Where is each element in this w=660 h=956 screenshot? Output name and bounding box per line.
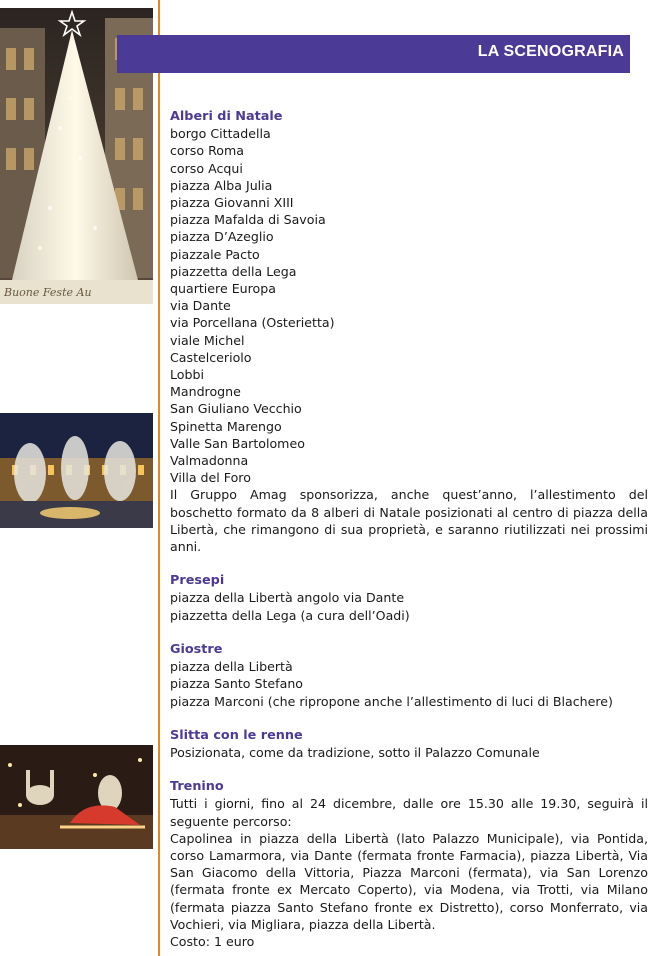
list-item: Posizionata, come da tradizione, sotto il Palazzo Comunale [170,744,540,760]
list-item: piazza della Libertà [170,659,293,675]
list-item: viale Michel [170,332,245,348]
sponsor-paragraph: Il Gruppo Amag sponsorizza, anche quest’anno, l’allestimento del boschetto formato da 8 alberi di Natale posizionati al centro di piazza della Libertà, che rimangono di sua proprietà, e saranno riutilizzati nei prossimi anni. [170,487,648,555]
spacer [170,761,648,778]
list-item: piazza D’Azeglio [170,229,274,245]
list-item: Lobbi [170,367,204,383]
price-line: Costo: 1 euro [170,933,255,949]
piazza-trees-photo [0,413,153,528]
list-item: San Giuliano Vecchio [170,401,302,417]
list-item: piazza Marconi (che ripropone anche l’allestimento di luci di Blachere) [170,693,613,709]
list-item: corso Acqui [170,160,243,176]
list-item: Castelceriolo [170,349,252,365]
list-item: corso Roma [170,143,244,159]
list-item: borgo Cittadella [170,126,271,142]
tree-banner-caption: Buone Feste Au [4,286,92,299]
list-item: piazzetta della Lega [170,263,297,279]
main-content [170,108,648,950]
section-banner [117,35,630,73]
route-paragraph: Capolinea in piazza della Libertà (lato Palazzo Municipale), via Pontida, corso Lamarmora, via Dante (fermata fronte Farmacia), piazza Libertà, Via San Giacomo della Vittoria, Piazza Marconi (fermata), via San Lorenzo (fermata fronte ex Mercato Coperto), via Modena, via Trotti, via Milano (fermata piazza Santo Stefano fronte ex Distretto), corso Monferrato, via Vochieri, via Migliara, piazza della Libertà. [170,830,648,932]
list-item: Villa del Foro [170,470,251,486]
list-item: piazza Santo Stefano [170,676,304,692]
section-title: Trenino [170,779,224,795]
section-title: Alberi di Natale [170,109,283,124]
list-item: Mandrogne [170,384,241,400]
list-item: piazza Mafalda di Savoia [170,212,326,228]
list-item: via Dante [170,298,231,314]
list-item: piazzale Pacto [170,246,260,262]
section-alberi-di-natale [170,108,648,555]
section-presepi [170,572,648,624]
photo-column [0,0,155,956]
spacer [170,710,648,727]
list-item: piazza Alba Julia [170,177,273,193]
schedule-paragraph: Tutti i giorni, fino al 24 dicembre, dalle ore 15.30 alle 19.30, seguirà il seguente percorso: [170,796,648,829]
reindeer-sleigh-photo [0,745,153,849]
section-title: Giostre [170,641,223,657]
spacer [170,555,648,572]
section-trenino [170,778,648,950]
list-item: piazza Giovanni XIII [170,195,294,211]
section-title: Presepi [170,573,225,589]
list-item: Valle San Bartolomeo [170,435,305,451]
list-item: Spinetta Marengo [170,418,282,434]
list-item: Valmadonna [170,453,249,469]
spacer [170,624,648,641]
section-giostre [170,641,648,710]
vertical-divider [158,0,160,956]
list-item: piazzetta della Lega (a cura dell’Oadi) [170,607,410,623]
list-item: via Porcellana (Osterietta) [170,315,335,331]
banner-title: LA SCENOGRAFIA [477,43,624,60]
list-item: quartiere Europa [170,281,276,297]
section-slitta [170,727,648,761]
section-title: Slitta con le renne [170,727,303,743]
list-item: piazza della Libertà angolo via Dante [170,590,405,606]
